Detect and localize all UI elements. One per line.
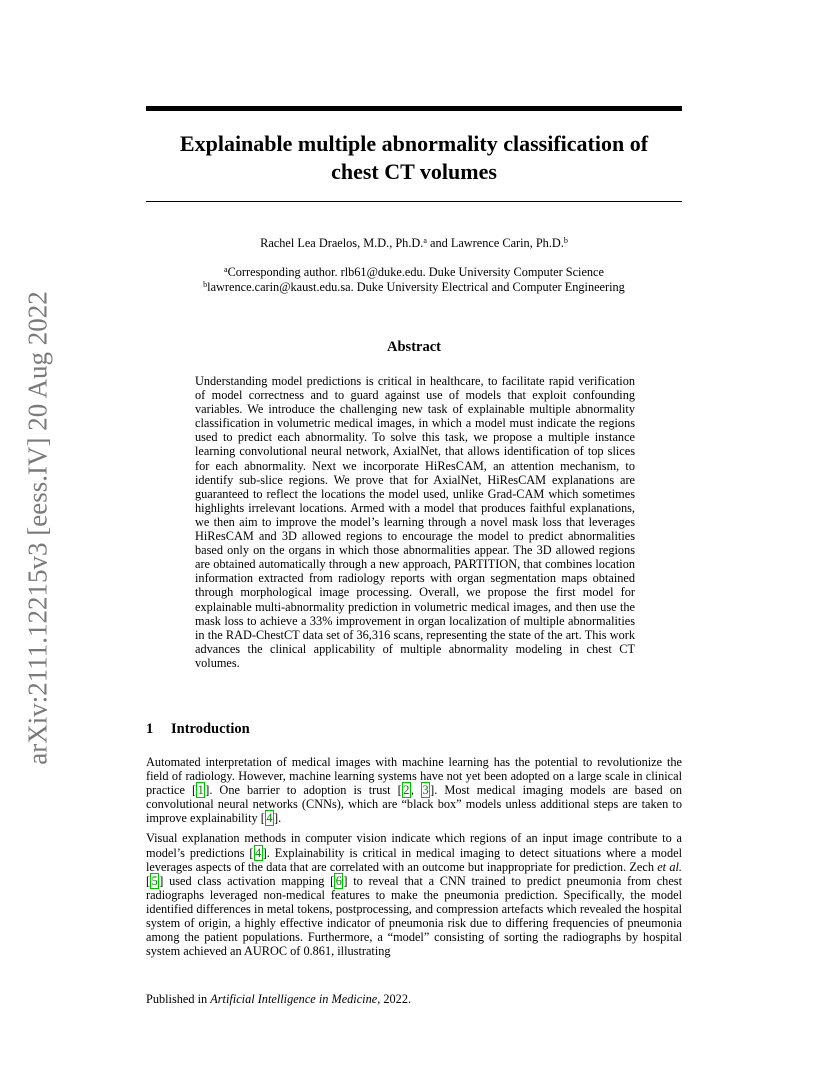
intro-paragraph-2 bbox=[146, 831, 682, 958]
text-run: Visual explanation methods in computer vision indicate which regions of an input image contribute to a model’s predictions [ bbox=[146, 831, 682, 860]
text-run: , bbox=[410, 783, 422, 798]
introduction-body bbox=[146, 755, 682, 964]
text-run: [ bbox=[146, 873, 151, 888]
citation-link[interactable]: 4 bbox=[266, 811, 273, 826]
author-list bbox=[146, 236, 682, 251]
footer-prefix: Published in bbox=[146, 992, 211, 1006]
text-run-italic: et al. bbox=[657, 859, 682, 874]
text-run: Automated interpretation of medical images with machine learning has the potential to revolutionize the field of radiology. However, machine learning systems have not yet been adopted on a large scale in clinical practice [ bbox=[146, 755, 682, 798]
text-run: ]. Most medical imaging models are based on convolutional neural networks (CNNs), which are “black box” models unless additional steps are taken to improve explainability [ bbox=[146, 783, 683, 826]
title-line-2: chest CT volumes bbox=[331, 159, 497, 184]
affiliation-b-mark: b bbox=[203, 280, 208, 289]
text-run: ] used class activation mapping [ bbox=[159, 873, 335, 888]
affiliation-b bbox=[146, 280, 682, 295]
abstract-heading: Abstract bbox=[387, 339, 441, 355]
citation-link[interactable]: 2 bbox=[403, 783, 410, 798]
footer-suffix: , 2022. bbox=[377, 992, 412, 1006]
author-2: Lawrence Carin, Ph.D. bbox=[450, 236, 564, 250]
citation-link[interactable]: 3 bbox=[422, 783, 429, 798]
intro-paragraph-1 bbox=[146, 755, 682, 825]
title-rule-top bbox=[146, 106, 682, 111]
section-heading-introduction bbox=[146, 721, 250, 738]
author-1: Rachel Lea Draelos, M.D., Ph.D. bbox=[260, 236, 424, 250]
author-1-affil-mark: a bbox=[423, 236, 427, 245]
paper-title bbox=[146, 130, 682, 186]
affiliation-a bbox=[146, 265, 682, 280]
citation-link[interactable]: 5 bbox=[151, 873, 158, 888]
affiliation-a-mark: a bbox=[224, 265, 228, 274]
affiliation-b-text: lawrence.carin@kaust.edu.sa. Duke University Electrical and Computer Engineering bbox=[207, 280, 625, 294]
text-run: ]. One barrier to adoption is trust [ bbox=[205, 783, 402, 798]
text-run: ] to reveal that a CNN trained to predict pneumonia from chest radiographs leveraged non-medical features to make the pneumonia prediction. Specifically, the model identified differences in metal tokens, postprocessing, and compression artefacts which revealed the hospital system of origin, a highly effective indicator of pneumonia risk due to differing frequencies of pneumonia among the patient populations. Furthermore, a “model” consisting of sorting the radiographs by hospital system achieved an AUROC of 0.861, illustrating bbox=[146, 873, 682, 959]
section-title: Introduction bbox=[171, 721, 250, 737]
text-run: ]. bbox=[274, 811, 282, 826]
footer-venue: Artificial Intelligence in Medicine bbox=[210, 992, 378, 1006]
citation-link[interactable]: 6 bbox=[335, 873, 342, 888]
affiliations bbox=[146, 265, 682, 295]
author-conjunction: and bbox=[426, 236, 451, 250]
citation-link[interactable]: 1 bbox=[197, 783, 204, 798]
title-line-1: Explainable multiple abnormality classification of bbox=[179, 131, 649, 156]
citation-link[interactable]: 4 bbox=[255, 845, 262, 860]
publication-footer bbox=[146, 992, 411, 1007]
section-number: 1 bbox=[146, 721, 154, 737]
affiliation-a-text: Corresponding author. rlb61@duke.edu. Duke University Computer Science bbox=[227, 265, 604, 279]
arxiv-stamp: arXiv:2111.12215v3 [eess.IV] 20 Aug 2022 bbox=[22, 291, 53, 765]
text-run: ]. Explainability is critical in medical imaging to detect situations where a model leverages aspects of the data that are correlated with an outcome but inappropriate for prediction. Zech bbox=[146, 845, 682, 874]
title-rule-bottom bbox=[146, 201, 682, 202]
author-2-affil-mark: b bbox=[563, 236, 568, 245]
abstract-body: Understanding model predictions is critical in healthcare, to facilitate rapid verification of model correctness and to guard against use of models that exploit confounding variables. We introduce the challenging new task of explainable multiple abnormality classification in volumetric medical images, in which a model must indicate the regions used to predict each abnormality. To solve this task, we propose a multiple instance learning convolutional neural network, AxialNet, that allows identification of top slices for each abnormality. Next we incorporate HiResCAM, an attention mechanism, to identify sub-slice regions. We prove that for AxialNet, HiResCAM explanations are guaranteed to reflect the locations the model used, unlike Grad-CAM which sometimes highlights irrelevant locations. Armed with a model that produces faithful explanations, we then aim to improve the model’s learning through a novel mask loss that leverages HiResCAM and 3D allowed regions to encourage the model to predict abnormalities based only on the organs in which those abnormalities appear. The 3D allowed regions are obtained automatically through a new approach, PARTITION, that combines location information extracted from radiology reports with organ segmentation maps obtained through morphological image processing. Overall, we propose the first model for explainable multi-abnormality prediction in volumetric medical images, and then use the mask loss to achieve a 33% improvement in organ localization of multiple abnormalities in the RAD-ChestCT data set of 36,316 scans, representing the state of the art. This work advances the clinical applicability of multiple abnormality modeling in chest CT volumes. bbox=[195, 374, 635, 670]
